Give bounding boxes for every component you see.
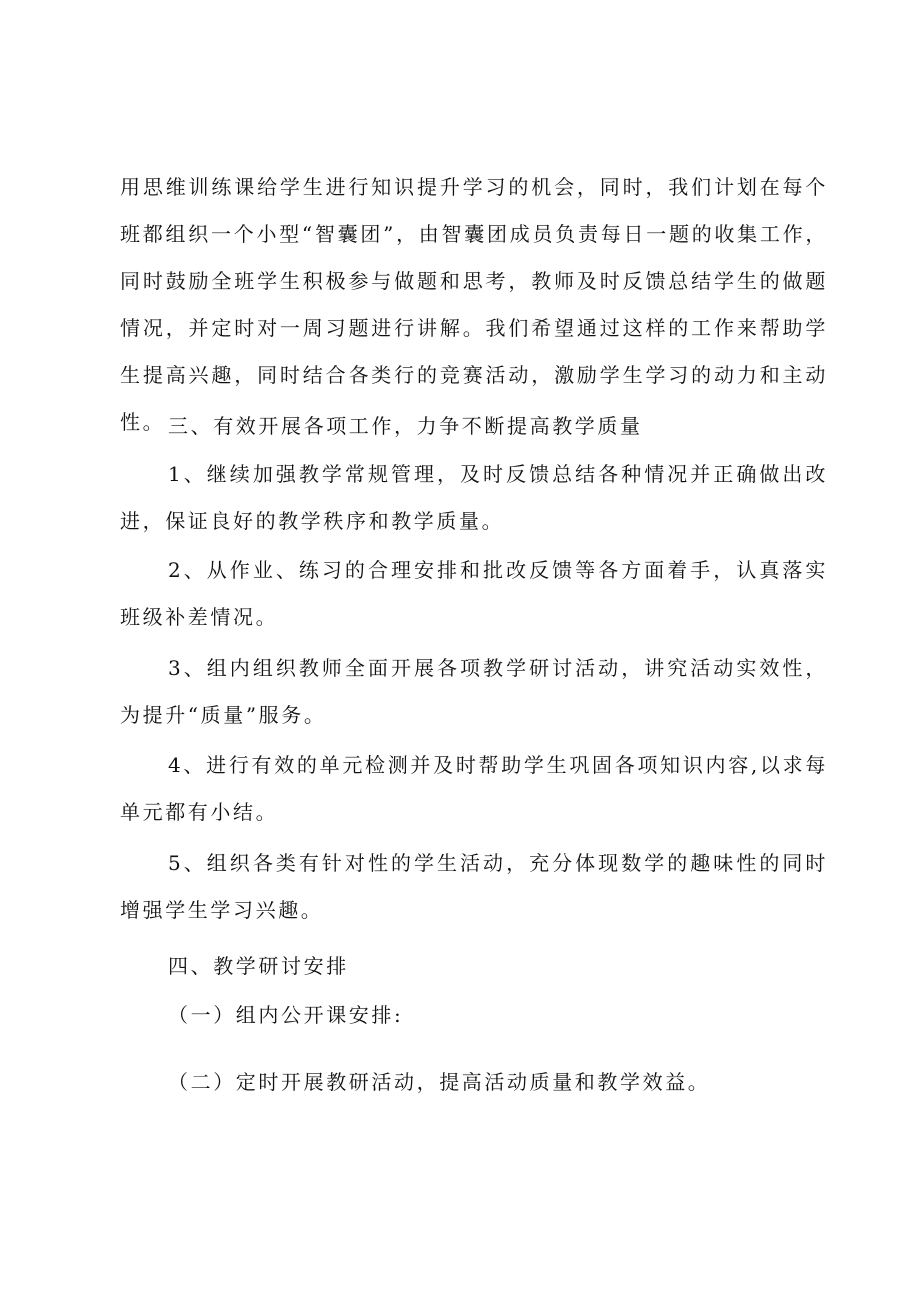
section-4-heading: 四、教学研讨安排 [168, 954, 349, 978]
section-3-heading: 三、有效开展各项工作，力争不断提高教学质量 [168, 414, 643, 438]
continuation-paragraph: 用思维训练课给学生进行知识提升学习的机会，同时，我们计划在每个班都组织一个小型“智囊团”，由智囊团成员负责每日一题的收集工作，同时鼓励全班学生积极参与做题和思考，教师及时反馈总结学生的做题情况，并定时对一周习题进行讲解。我们希望通过这样的工作来帮助学生提高兴趣，同时结合各类行的竞赛活动，激励学生学习的动力和主动性。 [120, 175, 828, 434]
section-3-item-3: 3、组内组织教师全面开展各项教学研讨活动，讲究活动实效性，为提升“质量”服务。 [120, 656, 828, 727]
section-3-item-1: 1、继续加强教学常规管理，及时反馈总结各种情况并正确做出改进，保证良好的教学秩序和教学质量。 [120, 462, 828, 533]
section-4-subheading-2: （二）定时开展教研活动，提高活动质量和教学效益。 [168, 1070, 711, 1094]
section-3-item-4: 4、进行有效的单元检测并及时帮助学生巩固各项知识内容,以求每单元都有小结。 [120, 753, 828, 824]
section-4-subheading-1: （一）组内公开课安排: [168, 1003, 404, 1027]
section-3-item-2: 2、从作业、练习的合理安排和批改反馈等各方面着手，认真落实班级补差情况。 [120, 558, 828, 629]
section-3-item-5: 5、组织各类有针对性的学生活动，充分体现数学的趣味性的同时增强学生学习兴趣。 [120, 851, 828, 922]
